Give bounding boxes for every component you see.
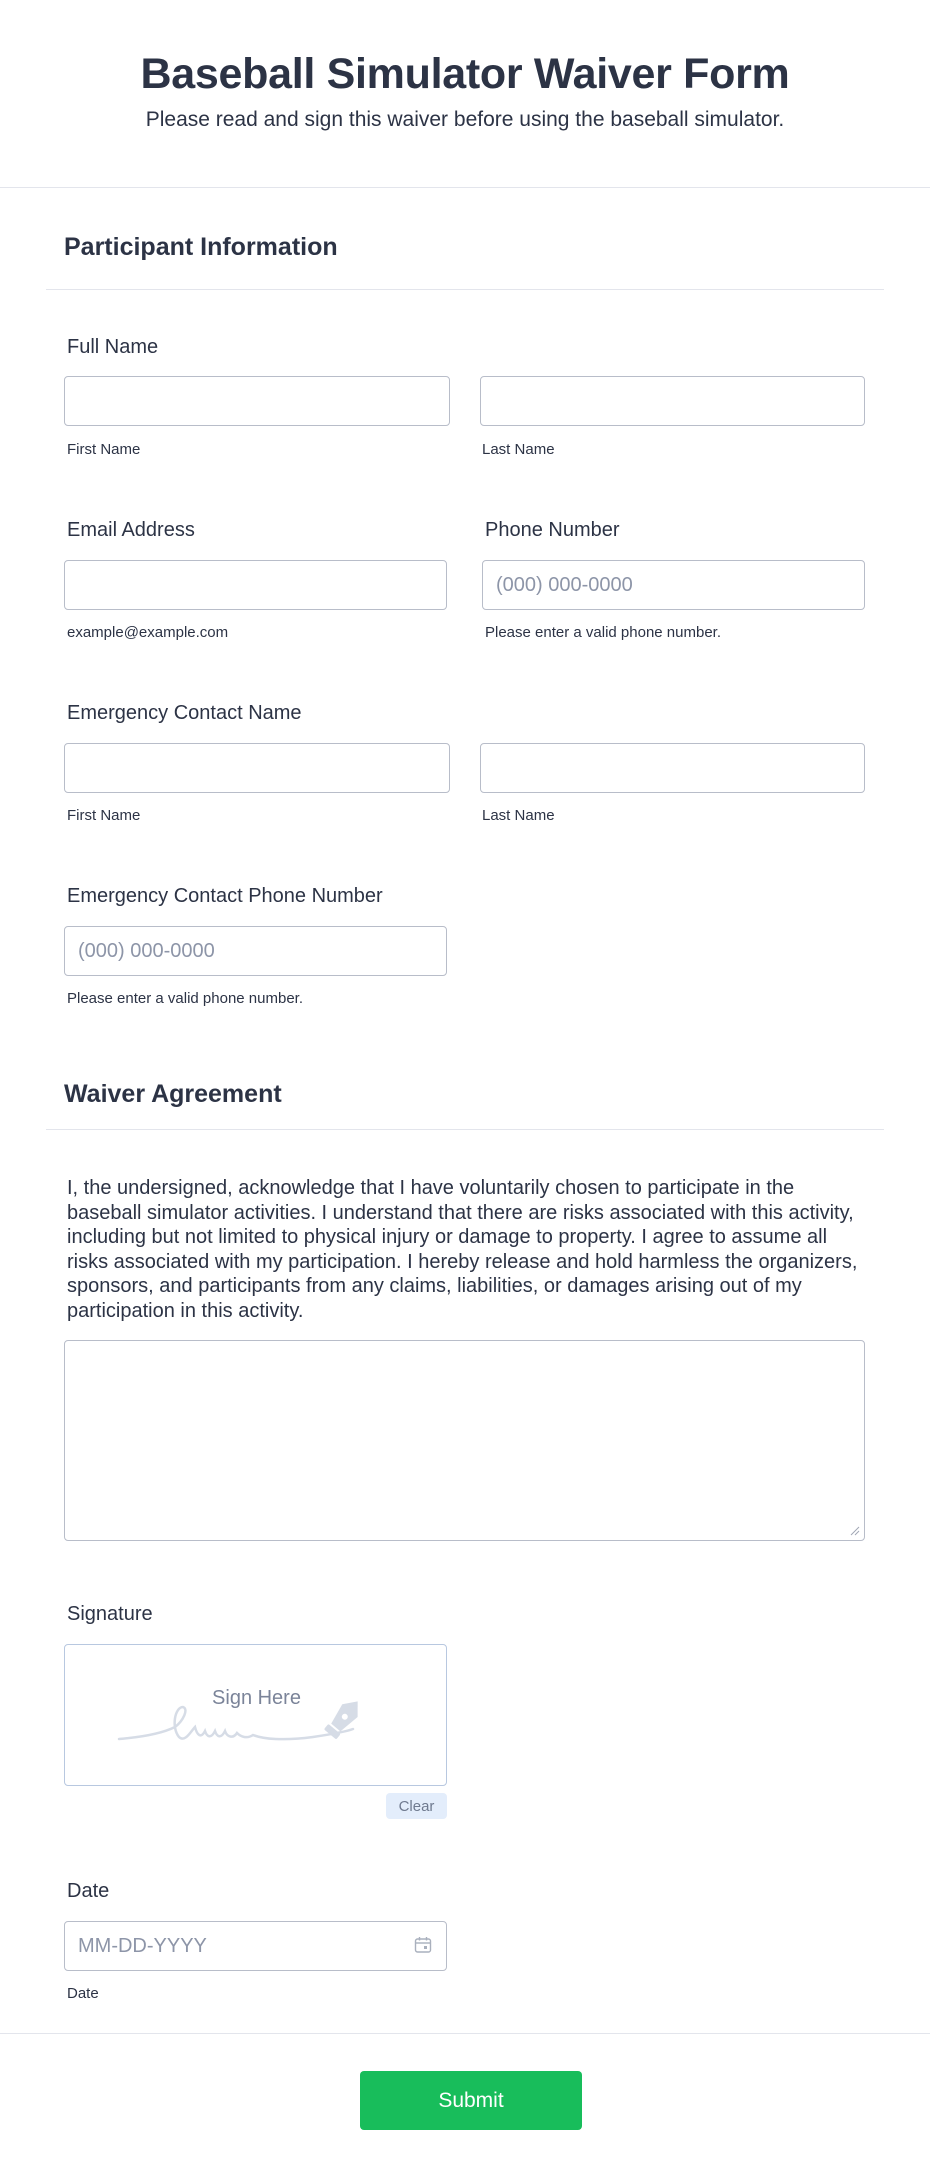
form-subtitle: Please read and sign this waiver before using the baseball simulator. <box>145 108 785 131</box>
emergency-phone-input[interactable] <box>64 926 447 976</box>
resize-grip-icon[interactable] <box>850 1526 860 1536</box>
phone-input[interactable] <box>482 560 865 610</box>
date-label: Date <box>67 1880 110 1902</box>
clear-signature-button[interactable]: Clear <box>386 1793 447 1819</box>
last-name-input[interactable] <box>480 376 865 426</box>
emergency-last-name-input[interactable] <box>480 743 865 793</box>
signature-label: Signature <box>67 1603 153 1625</box>
full-name-label: Full Name <box>67 336 159 358</box>
email-input[interactable] <box>64 560 447 610</box>
section-divider <box>46 1129 884 1130</box>
date-sublabel: Date <box>67 1985 99 2002</box>
waiver-section-title: Waiver Agreement <box>64 1080 282 1108</box>
waiver-textarea[interactable] <box>64 1340 865 1541</box>
emergency-phone-label: Emergency Contact Phone Number <box>67 885 383 907</box>
phone-sublabel: Please enter a valid phone number. <box>485 624 721 641</box>
section-divider <box>46 289 884 290</box>
phone-label: Phone Number <box>485 519 620 541</box>
emergency-first-name-sublabel: First Name <box>67 807 141 824</box>
email-sublabel: example@example.com <box>67 624 229 641</box>
first-name-sublabel: First Name <box>67 441 141 458</box>
signature-pad[interactable] <box>64 1644 447 1786</box>
email-label: Email Address <box>67 519 195 541</box>
first-name-input[interactable] <box>64 376 450 426</box>
emergency-last-name-sublabel: Last Name <box>482 807 555 824</box>
last-name-sublabel: Last Name <box>482 441 555 458</box>
emergency-phone-sublabel: Please enter a valid phone number. <box>67 990 303 1007</box>
date-input[interactable] <box>64 1921 447 1971</box>
participant-section-title: Participant Information <box>64 233 338 261</box>
form-title: Baseball Simulator Waiver Form <box>140 50 790 98</box>
footer-divider <box>0 2033 930 2034</box>
emergency-name-label: Emergency Contact Name <box>67 702 302 724</box>
form-header <box>0 0 930 188</box>
submit-button[interactable]: Submit <box>360 2071 582 2130</box>
waiver-text: I, the undersigned, acknowledge that I have voluntarily chosen to participate in the baseball simulator activities. I understand that there are risks associated with this activity, including but not limited to physical injury or damage to property. I agree to assume all risks associated with my participation. I hereby release and hold harmless the organizers, sponsors, and participants from any claims, liabilities, or damages arising out of my participation in this activity. <box>67 1177 858 1322</box>
emergency-first-name-input[interactable] <box>64 743 450 793</box>
calendar-icon[interactable] <box>414 1936 432 1954</box>
signature-pen-icon <box>113 1687 403 1757</box>
signature-placeholder: Sign Here <box>212 1687 301 1709</box>
